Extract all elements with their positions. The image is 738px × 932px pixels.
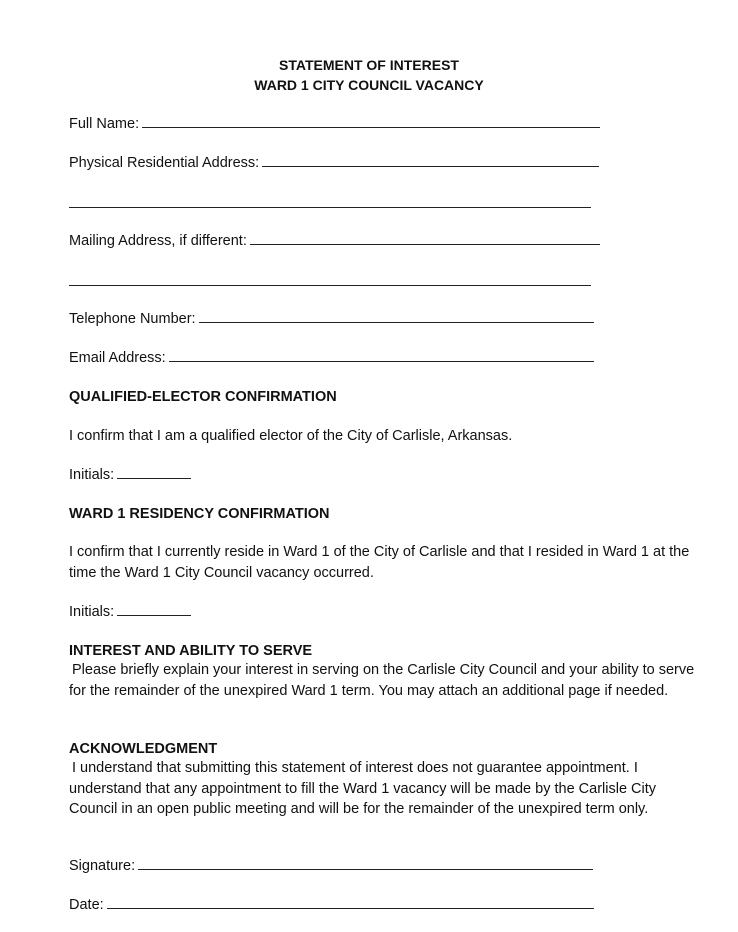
mailing-address-line-2[interactable] (69, 284, 591, 286)
elector-statement: I confirm that I am a qualified elector of the City of Carlisle, Arkansas. (69, 428, 513, 444)
residency-heading: WARD 1 RESIDENCY CONFIRMATION (69, 506, 330, 522)
signature-field[interactable] (138, 857, 593, 870)
interest-heading: INTEREST AND ABILITY TO SERVE (69, 643, 313, 659)
interest-statement: Please briefly explain your interest in serving on the Carlisle City Council and your ability to serve for the remainder of the unexpired Ward 1 term. You may attach an additional page if needed. (69, 662, 695, 699)
full-name-label: Full Name: (69, 116, 140, 132)
signature-row (69, 857, 593, 875)
residency-initials-label: Initials: (69, 604, 115, 620)
form-subtitle: WARD 1 CITY COUNCIL VACANCY (254, 77, 484, 93)
signature-label: Signature: (69, 858, 136, 874)
physical-address-field[interactable] (262, 154, 599, 167)
date-row (69, 896, 594, 914)
email-label: Email Address: (69, 350, 166, 366)
elector-initials-label: Initials: (69, 467, 115, 483)
email-field[interactable] (169, 349, 594, 362)
telephone-row (69, 310, 594, 328)
acknowledgment-heading: ACKNOWLEDGMENT (69, 741, 218, 757)
acknowledgment-statement: I understand that submitting this statement of interest does not guarantee appointment. I understand that any appointment to fill the Ward 1 vacancy will be made by the Carlisle City Council in an open public meeting and will be for the remainder of the unexpired term only. (69, 760, 657, 817)
elector-heading: QUALIFIED-ELECTOR CONFIRMATION (69, 389, 337, 405)
date-label: Date: (69, 897, 104, 913)
mailing-address-field[interactable] (250, 232, 600, 245)
full-name-field[interactable] (142, 115, 600, 128)
elector-initials-field[interactable] (117, 466, 191, 479)
telephone-label: Telephone Number: (69, 311, 196, 327)
physical-address-label: Physical Residential Address: (69, 155, 260, 171)
date-field[interactable] (107, 896, 594, 909)
elector-initials-row (69, 466, 191, 484)
physical-address-row (69, 154, 599, 172)
residency-initials-field[interactable] (117, 603, 191, 616)
mailing-address-row (69, 232, 600, 250)
physical-address-line-2[interactable] (69, 206, 591, 208)
residency-initials-row (69, 603, 191, 621)
form-title: STATEMENT OF INTEREST (279, 57, 459, 73)
full-name-row (69, 115, 600, 133)
telephone-field[interactable] (199, 310, 594, 323)
mailing-address-label: Mailing Address, if different: (69, 233, 247, 249)
residency-statement: I confirm that I currently reside in Ward 1 of the City of Carlisle and that I resided in Ward 1 at the time the Ward 1 City Council vacancy occurred. (69, 544, 690, 581)
email-row (69, 349, 594, 367)
